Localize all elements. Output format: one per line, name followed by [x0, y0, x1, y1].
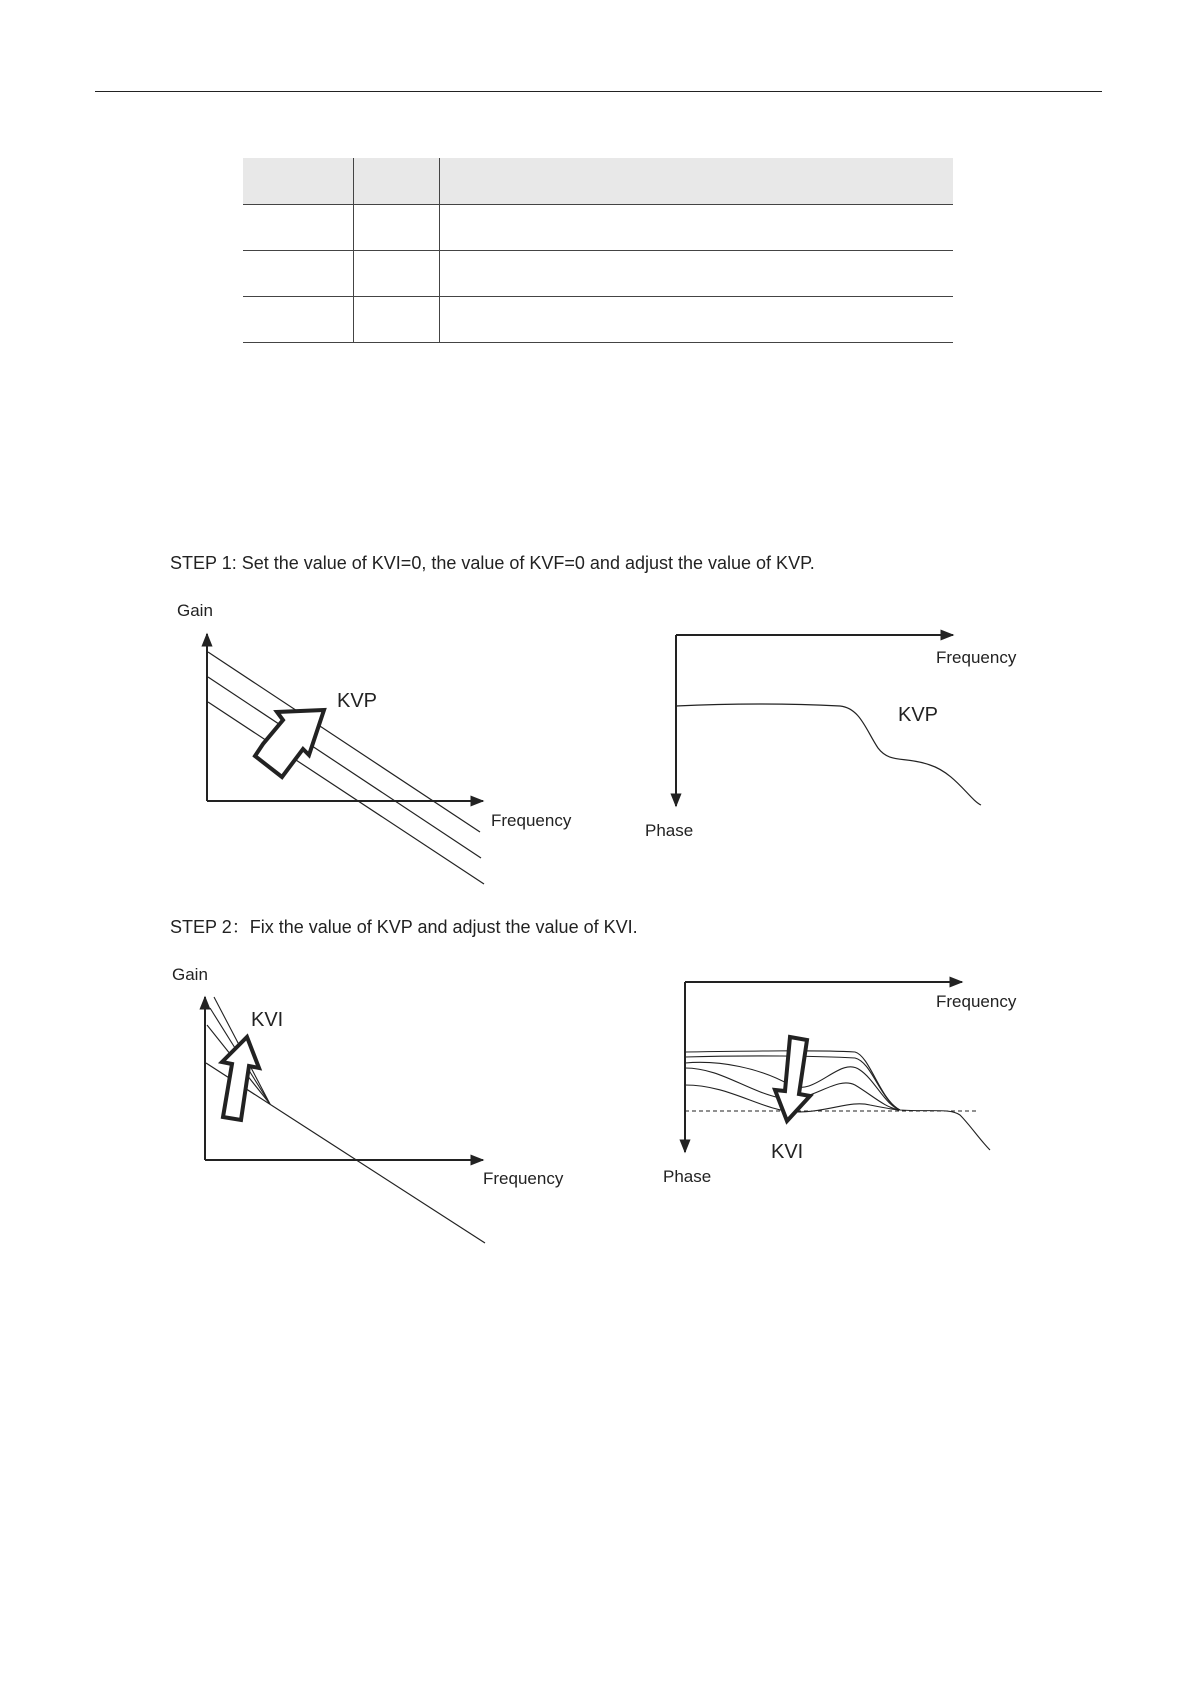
gain-x-label: Frequency — [483, 1169, 564, 1188]
step2-phase-chart — [663, 982, 1017, 1186]
kvp-up-arrow — [255, 710, 324, 777]
kvi-arrow-label: KVI — [771, 1141, 804, 1163]
kvp-arrow-label: KVP — [337, 690, 378, 712]
phase-curve — [685, 1051, 990, 1150]
gain-line — [208, 652, 480, 832]
phase-x-label: Frequency — [936, 992, 1017, 1011]
kvi-arrow-label: KVI — [251, 1009, 284, 1031]
gain-x-label: Frequency — [491, 811, 572, 830]
step1-caption: STEP 1: Set the value of KVI=0, the value of KVF=0 and adjust the value of KVP. — [170, 553, 815, 573]
kvi-down-arrow — [775, 1037, 810, 1121]
step2-caption: STEP 2：Fix the value of KVP and adjust the value of KVI. — [170, 917, 638, 937]
step2-gain-chart — [172, 965, 564, 1243]
kvp-curve-label: KVP — [898, 704, 939, 726]
phase-y-label: Phase — [645, 821, 694, 840]
step1-gain-chart — [177, 601, 572, 884]
gain-main-line — [206, 1063, 485, 1243]
gain-line — [208, 702, 484, 884]
gain-y-label: Gain — [177, 601, 213, 620]
phase-y-label: Phase — [663, 1167, 712, 1186]
step1-phase-chart — [645, 635, 1017, 840]
phase-x-label: Frequency — [936, 648, 1017, 667]
gain-y-label: Gain — [172, 965, 208, 984]
